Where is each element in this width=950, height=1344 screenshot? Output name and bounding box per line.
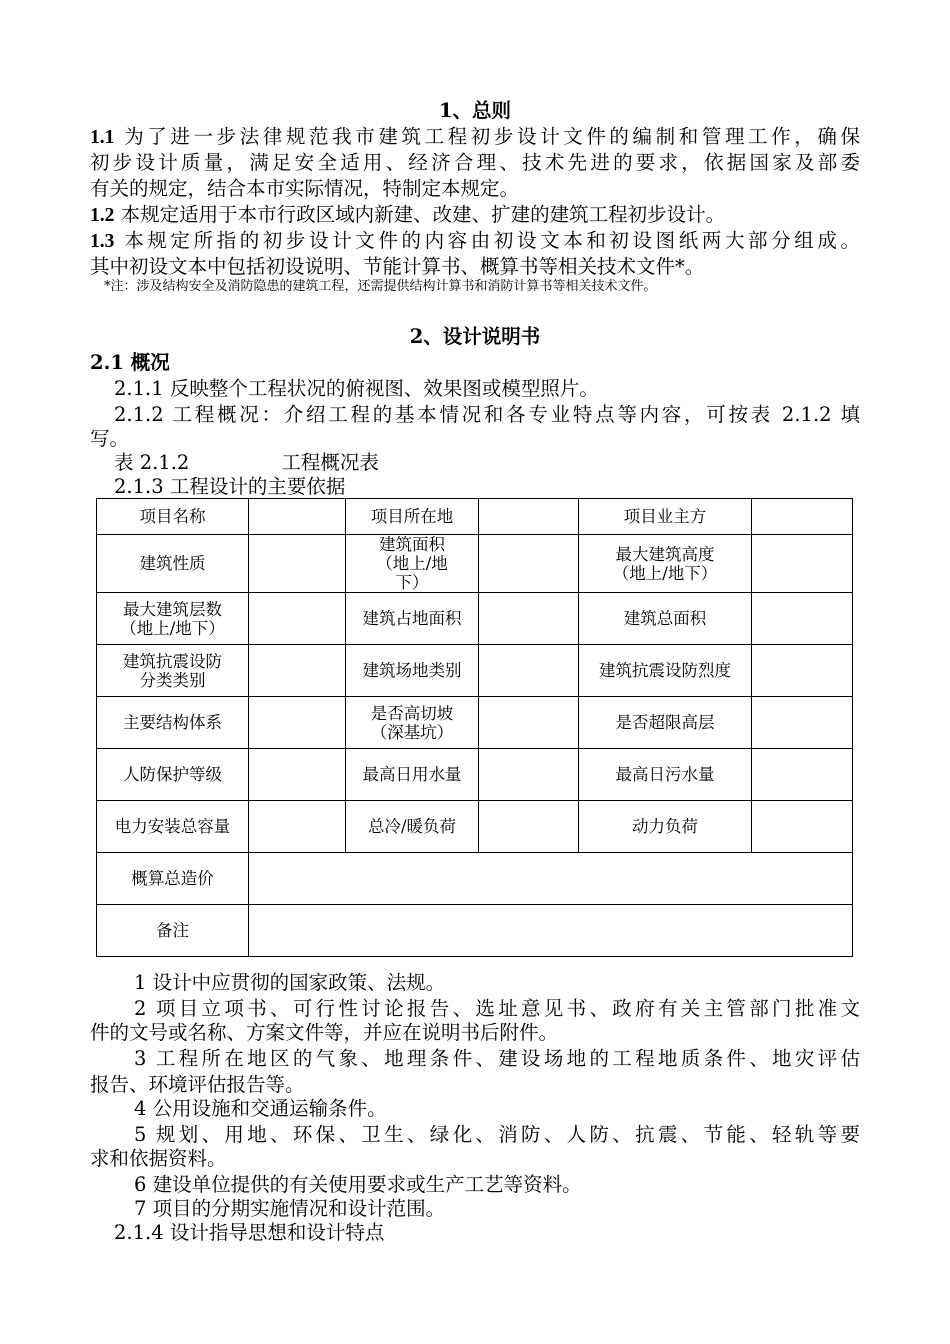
table-label-cell: 是否超限高层 bbox=[579, 697, 752, 749]
table-caption-title: 工程概况表 bbox=[281, 451, 379, 474]
table-row bbox=[97, 801, 853, 853]
table-label-cell: 电力安装总容量 bbox=[97, 801, 249, 853]
project-overview-table bbox=[96, 498, 853, 957]
table-row bbox=[97, 593, 853, 645]
table-label-cell: 建筑抗震设防 分类类别 bbox=[97, 645, 249, 697]
table-label-cell: 最高日用水量 bbox=[346, 749, 479, 801]
table-value-cell[interactable] bbox=[479, 697, 579, 749]
table-label-cell: 总冷/暖负荷 bbox=[346, 801, 479, 853]
basis-item-3-line2: 报告、环境评估报告等。 bbox=[90, 1073, 305, 1096]
table-value-cell[interactable] bbox=[752, 645, 853, 697]
section2-title: 2、设计说明书 bbox=[409, 325, 541, 348]
basis-item-5-line1: 5 规划、用地、环保、卫生、绿化、消防、人防、抗震、节能、轻轨等要 bbox=[134, 1123, 860, 1146]
table-label-cell: 动力负荷 bbox=[579, 801, 752, 853]
basis-item-3-line1: 3 工程所在地区的气象、地理条件、建设场地的工程地质条件、地灾评估 bbox=[134, 1047, 860, 1070]
table-value-cell[interactable] bbox=[249, 801, 346, 853]
table-label-cell: 最大建筑层数 （地上/地下） bbox=[97, 593, 249, 645]
table-label-cell: 最大建筑高度 （地上/地下） bbox=[579, 535, 752, 593]
table-value-cell[interactable] bbox=[752, 593, 853, 645]
table-label-cell: 是否高切坡 （深基坑） bbox=[346, 697, 479, 749]
table-value-cell[interactable] bbox=[479, 801, 579, 853]
table-row bbox=[97, 749, 853, 801]
table-row bbox=[97, 535, 853, 593]
table-value-cell[interactable] bbox=[249, 853, 853, 905]
clause-text: 本规定适用于本市行政区域内新建、改建、扩建的建筑工程初步设计。 bbox=[120, 203, 726, 226]
table-label-cell: 建筑总面积 bbox=[579, 593, 752, 645]
footnote: *注：涉及结构安全及消防隐患的建筑工程，还需提供结构计算书和消防计算书等相关技术文件。 bbox=[104, 279, 657, 294]
table-value-cell[interactable] bbox=[249, 499, 346, 535]
basis-item-6: 6 建设单位提供的有关使用要求或生产工艺等资料。 bbox=[134, 1173, 582, 1196]
table-value-cell[interactable] bbox=[752, 535, 853, 593]
paragraph-1-3-line2: 其中初设文本中包括初设说明、节能计算书、概算书等相关技术文件*。 bbox=[90, 255, 705, 278]
item-2-1-4: 2.1.4 设计指导思想和设计特点 bbox=[114, 1221, 385, 1244]
table-label-cell: 建筑占地面积 bbox=[346, 593, 479, 645]
clause-text: 本规定所指的初步设计文件的内容由初设文本和初设图纸两大部分组成。 bbox=[124, 229, 860, 252]
paragraph-1-2 bbox=[90, 202, 860, 229]
table-value-cell[interactable] bbox=[249, 535, 346, 593]
table-label-cell: 建筑性质 bbox=[97, 535, 249, 593]
table-label-cell: 项目所在地 bbox=[346, 499, 479, 535]
clause-text: 为了进一步法律规范我市建筑工程初步设计文件的编制和管理工作，确保 bbox=[124, 125, 860, 148]
table-value-cell[interactable] bbox=[479, 645, 579, 697]
table-label-cell: 主要结构体系 bbox=[97, 697, 249, 749]
table-value-cell[interactable] bbox=[752, 801, 853, 853]
table-value-cell[interactable] bbox=[752, 749, 853, 801]
table-label-cell: 建筑抗震设防烈度 bbox=[579, 645, 752, 697]
basis-item-5-line2: 求和依据资料。 bbox=[90, 1147, 227, 1170]
table-value-cell[interactable] bbox=[479, 535, 579, 593]
table-label-cell: 概算总造价 bbox=[97, 853, 249, 905]
paragraph-1-1-line2: 初步设计质量，满足安全适用、经济合理、技术先进的要求，依据国家及部委 bbox=[90, 151, 860, 174]
item-2-1-3: 2.1.3 工程设计的主要依据 bbox=[114, 475, 346, 498]
table-label-cell: 项目名称 bbox=[97, 499, 249, 535]
clause-number: 1.3 bbox=[90, 231, 115, 252]
table-row bbox=[97, 697, 853, 749]
table-value-cell[interactable] bbox=[752, 499, 853, 535]
section1-title: 1、总则 bbox=[438, 99, 512, 122]
table-value-cell[interactable] bbox=[249, 749, 346, 801]
table-row bbox=[97, 645, 853, 697]
subsection-2-1-title: 2.1 概况 bbox=[90, 351, 170, 374]
table-label-cell: 备注 bbox=[97, 905, 249, 957]
basis-item-4: 4 公用设施和交通运输条件。 bbox=[134, 1097, 387, 1120]
basis-item-2-line2: 件的文号或名称、方案文件等，并应在说明书后附件。 bbox=[90, 1021, 559, 1044]
table-label-cell: 人防保护等级 bbox=[97, 749, 249, 801]
paragraph-1-1-line3: 有关的规定，结合本市实际情况，特制定本规定。 bbox=[90, 177, 520, 200]
table-value-cell[interactable] bbox=[479, 749, 579, 801]
table-caption bbox=[114, 450, 884, 476]
table-value-cell[interactable] bbox=[249, 697, 346, 749]
table-row bbox=[97, 499, 853, 535]
table-value-cell[interactable] bbox=[249, 593, 346, 645]
table-row bbox=[97, 853, 853, 905]
table-caption-number: 表 2.1.2 bbox=[114, 451, 190, 474]
table-label-cell: 最高日污水量 bbox=[579, 749, 752, 801]
item-2-1-2-line2: 写。 bbox=[90, 427, 130, 450]
basis-item-1: 1 设计中应贯彻的国家政策、法规。 bbox=[134, 971, 446, 994]
table-value-cell[interactable] bbox=[479, 593, 579, 645]
item-2-1-1: 2.1.1 反映整个工程状况的俯视图、效果图或模型照片。 bbox=[114, 377, 599, 400]
clause-number: 1.2 bbox=[90, 205, 115, 226]
table-label-cell: 建筑面积 （地上/地 下） bbox=[346, 535, 479, 593]
item-2-1-2-line1: 2.1.2 工程概况：介绍工程的基本情况和各专业特点等内容，可按表 2.1.2 填 bbox=[114, 403, 860, 426]
table-row bbox=[97, 905, 853, 957]
table-value-cell[interactable] bbox=[479, 499, 579, 535]
paragraph-1-1-line1 bbox=[90, 124, 860, 151]
table-value-cell[interactable] bbox=[249, 905, 853, 957]
table-label-cell: 建筑场地类别 bbox=[346, 645, 479, 697]
table-label-cell: 项目业主方 bbox=[579, 499, 752, 535]
paragraph-1-3-line1 bbox=[90, 228, 860, 255]
table-value-cell[interactable] bbox=[752, 697, 853, 749]
basis-item-7: 7 项目的分期实施情况和设计范围。 bbox=[134, 1197, 446, 1220]
clause-number: 1.1 bbox=[90, 127, 115, 148]
table-value-cell[interactable] bbox=[249, 645, 346, 697]
basis-item-2-line1: 2 项目立项书、可行性讨论报告、选址意见书、政府有关主管部门批准文 bbox=[134, 997, 860, 1020]
